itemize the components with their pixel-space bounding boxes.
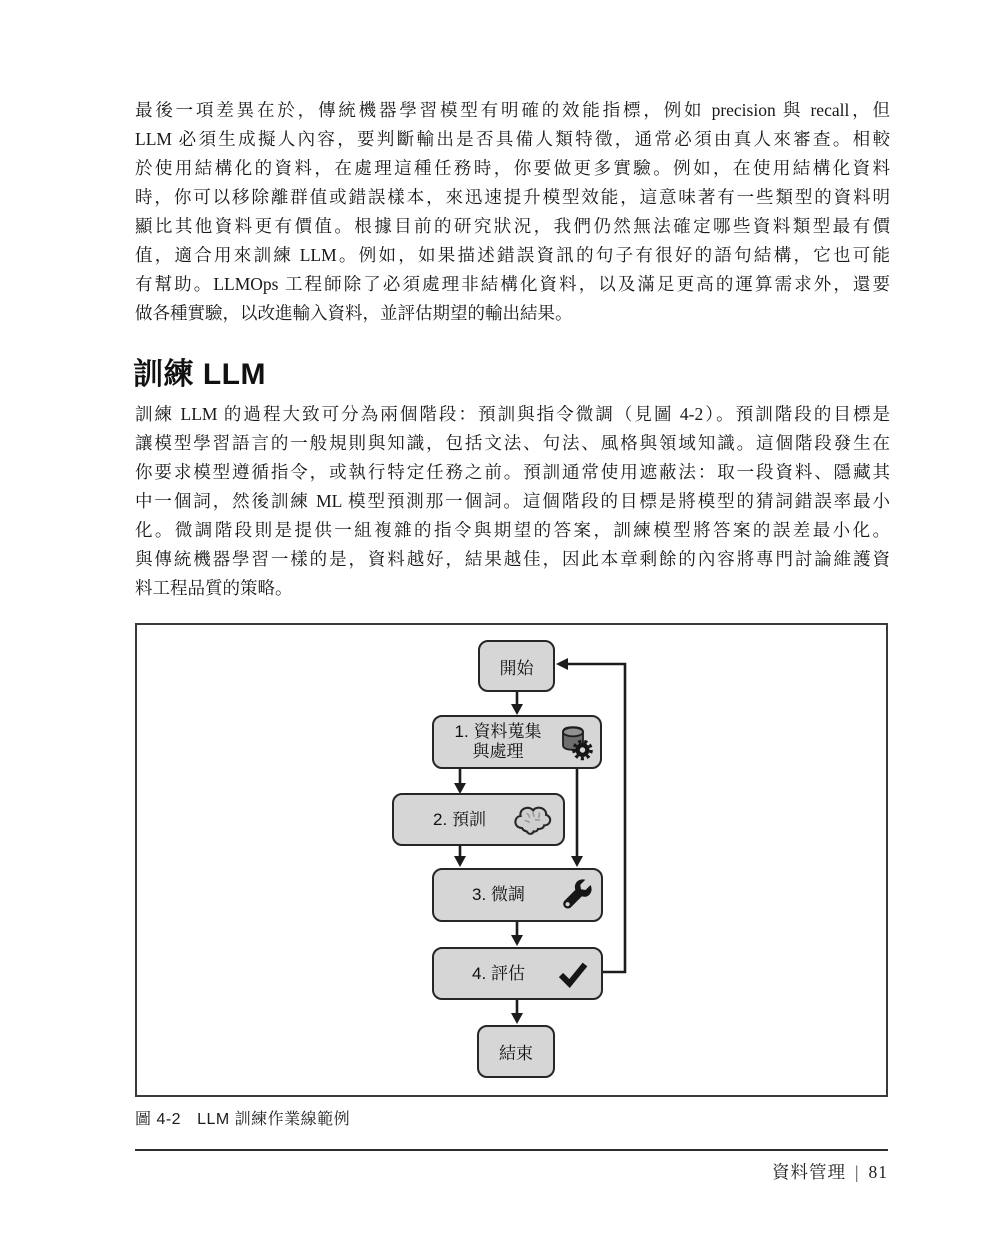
brain-icon [512, 803, 554, 837]
flow-node-start-label: 開始 [499, 658, 534, 678]
text-line: LLM 必須生成擬人內容，要判斷輸出是否具備人類特徵，通常必須由真人來審查。相較 [135, 129, 890, 149]
database-gear-icon [557, 723, 594, 761]
figure-caption-label: 圖 4-2 [135, 1111, 182, 1128]
check-icon [557, 960, 589, 988]
text-line: 化。微調階段則是提供一組複雜的指令與期望的答案，訓練模型將答案的誤差最小化。 [135, 520, 890, 540]
paragraph-1 [135, 96, 890, 328]
text-line: 與傳統機器學習一樣的是，資料越好，結果越佳，因此本章剩餘的內容將專門討論維護資 [135, 549, 890, 569]
text-line: 顯比其他資料更有價值。根據目前的研究狀況，我們仍然無法確定哪些資料類型最有價 [135, 216, 890, 236]
text-line: 時，你可以移除離群值或錯誤樣本，來迅速提升模型效能，這意味著有一些類型的資料明 [135, 187, 890, 207]
text-line: 有幫助。LLMOps 工程師除了必須處理非結構化資料，以及滿足更高的運算需求外，還要 [135, 274, 890, 294]
figure-caption [135, 1106, 350, 1129]
footer-separator: | [854, 1162, 860, 1182]
flow-node-end [477, 1025, 555, 1078]
flow-node-step2-pretrain [392, 793, 565, 846]
page-footer [772, 1159, 888, 1184]
flow-node-end-label: 結束 [499, 1044, 533, 1063]
flow-node-step3-finetune [432, 868, 603, 922]
section-heading: 訓練 LLM [133, 358, 266, 391]
flow-node-step1-data-collection [432, 715, 602, 769]
flow-node-step3-label: 3. 微調 [472, 885, 525, 904]
text-line: 於使用結構化的資料，在處理這種任務時，你要做更多實驗。例如，在使用結構化資料 [135, 158, 890, 178]
text-line: 讓模型學習語言的一般規則與知識，包括文法、句法、風格與領域知識。這個階段發生在 [135, 433, 890, 453]
flow-node-step4-evaluate [432, 947, 603, 1000]
flow-node-start [478, 640, 555, 692]
flow-node-step1-label: 1. 資料蒐集 與處理 [454, 722, 542, 761]
text-line: 值，適合用來訓練 LLM。例如，如果描述錯誤資訊的句子有很好的語句結構，它也可能 [135, 245, 890, 265]
footer-section: 資料管理 [771, 1162, 846, 1182]
wrench-icon [560, 878, 594, 912]
footer-page-number: 81 [868, 1162, 888, 1182]
paragraph-2 [135, 400, 890, 603]
text-line: 最後一項差異在於，傳統機器學習模型有明確的效能指標，例如 precision 與 recall，但 [135, 100, 890, 120]
text-line: 做各種實驗，以改進輸入資料，並評估期望的輸出結果。 [135, 303, 573, 323]
figure-caption-text: LLM 訓練作業線範例 [197, 1111, 351, 1128]
text-line: 中一個詞，然後訓練 ML 模型預測那一個詞。這個階段的目標是將模型的猜詞錯誤率最小 [135, 491, 890, 511]
figure-4-2 [135, 623, 888, 1097]
flow-node-step4-label: 4. 評估 [472, 963, 525, 983]
text-line: 料工程品質的策略。 [135, 578, 293, 598]
footer-rule [135, 1149, 888, 1151]
text-line: 訓練 LLM 的過程大致可分為兩個階段：預訓與指令微調（見圖 4-2）。預訓階段的目標是 [135, 404, 890, 424]
flow-node-step2-label: 2. 預訓 [433, 809, 486, 829]
text-line: 你要求模型遵循指令，或執行特定任務之前。預訓通常使用遮蔽法：取一段資料、隱藏其 [135, 462, 890, 482]
